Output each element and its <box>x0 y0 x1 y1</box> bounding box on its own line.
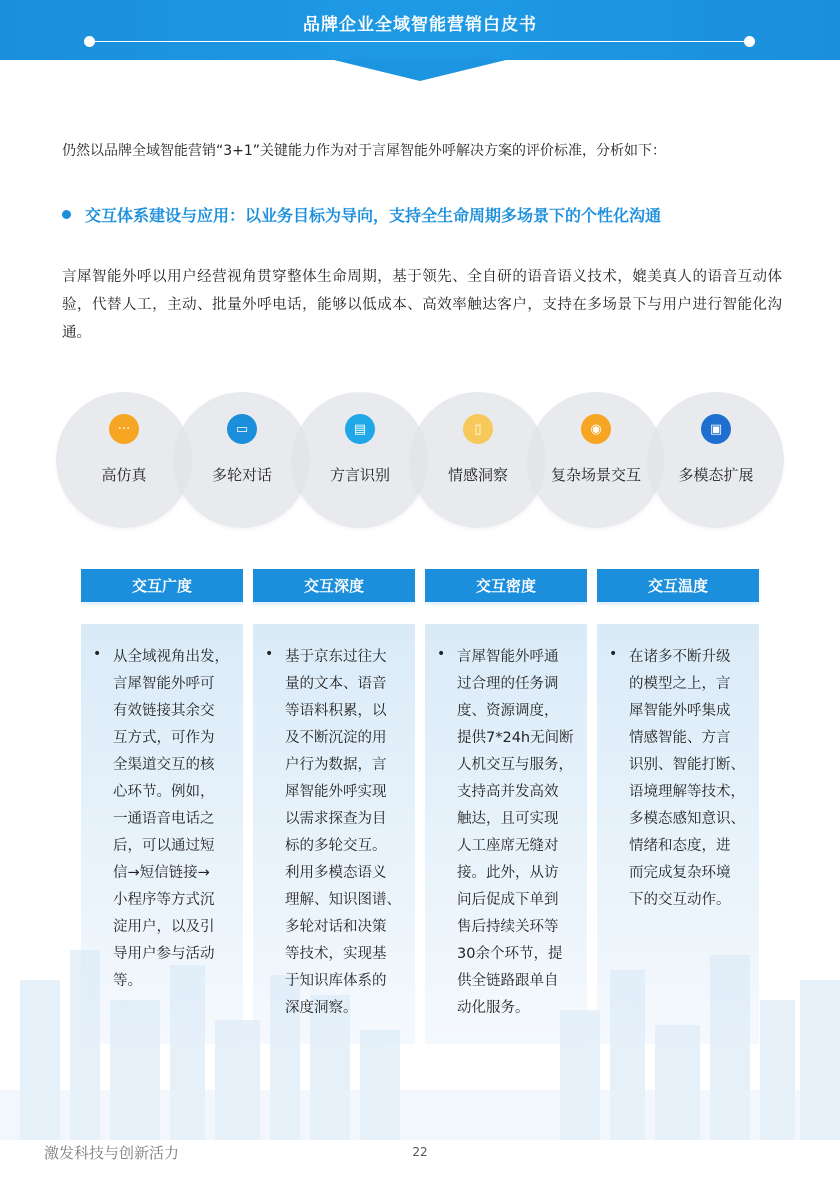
column-line: 度、资源调度， <box>457 703 559 719</box>
bullet-icon: • <box>265 646 274 662</box>
column-line: 户行为数据，言 <box>285 757 387 773</box>
column-line: 从全域视角出发， <box>113 649 229 665</box>
column-line: 以需求探查为目 <box>285 811 387 827</box>
column-line: 等语料积累，以 <box>285 703 387 719</box>
column-line: 互方式，可作为 <box>113 730 215 746</box>
column-line: 语境理解等技术， <box>629 784 745 800</box>
column-line: 而完成复杂环境 <box>629 865 731 881</box>
feature-circle-high-fidelity <box>56 392 192 528</box>
feature-label: 多轮对话 <box>211 466 272 484</box>
column-line: 支持高并发高效 <box>457 784 559 800</box>
column-title-breadth: 交互广度 <box>81 569 243 605</box>
inbox-icon: ▭ <box>227 414 257 444</box>
bullet-icon: • <box>437 646 446 662</box>
column-line: 动化服务。 <box>457 1000 530 1016</box>
column-line: 识别、智能打断、 <box>629 757 745 773</box>
column-text <box>457 644 579 1022</box>
feature-circle-multi-turn <box>174 392 310 528</box>
feature-label: 复杂场景交互 <box>550 466 641 484</box>
column-text <box>113 644 235 995</box>
section-heading <box>62 203 782 226</box>
column-line: 供全链路跟单自 <box>457 973 559 989</box>
column-line: 在诸多不断升级 <box>629 649 731 665</box>
feature-label: 情感洞察 <box>447 466 508 484</box>
column-line: 量的文本、语音 <box>285 676 387 692</box>
column-line: 小程序等方式沉 <box>113 892 215 908</box>
column-line: 等技术，实现基 <box>285 946 387 962</box>
column-line: 全渠道交互的核 <box>113 757 215 773</box>
intro-text: 仍然以品牌全域智能营销“3+1”关键能力作为对于言犀智能外呼解决方案的评价标准，分析如下： <box>62 143 667 159</box>
feature-circles <box>56 392 784 528</box>
bullet-icon: • <box>93 646 102 662</box>
column-line: 利用多模态语义 <box>285 865 387 881</box>
column-line: 犀智能外呼集成 <box>629 703 731 719</box>
feature-label: 多模态扩展 <box>678 466 754 484</box>
column-line: 情绪和态度，进 <box>629 838 731 854</box>
column-line: 淀用户，以及引 <box>113 919 215 935</box>
target-icon: ◉ <box>581 414 611 444</box>
column-line: 30余个环节，提 <box>457 946 563 962</box>
column-line: 多轮对话和决策 <box>285 919 387 935</box>
column-line: 理解、知识图谱、 <box>285 892 401 908</box>
column-text <box>629 644 751 914</box>
feature-circle-dialect <box>292 392 428 528</box>
bullet-icon: • <box>609 646 618 662</box>
column-line: 言犀智能外呼可 <box>113 676 215 692</box>
column-line: 过合理的任务调 <box>457 676 559 692</box>
header-rule <box>92 41 748 42</box>
column-line: 多模态感知意识、 <box>629 811 745 827</box>
column-line: 犀智能外呼实现 <box>285 784 387 800</box>
column-line: 基于京东过往大 <box>285 649 387 665</box>
page-header <box>0 0 840 60</box>
header-rule-dot-left <box>84 36 95 47</box>
column-line: 一通语音电话之 <box>113 811 215 827</box>
column-line: 人机交互与服务， <box>457 757 573 773</box>
column-line: 人工座席无缝对 <box>457 838 559 854</box>
column-line: 有效链接其余交 <box>113 703 215 719</box>
column-line: 触达，且可实现 <box>457 811 559 827</box>
header-title: 品牌企业全域智能营销白皮书 <box>303 15 537 35</box>
column-line: 售后持续关环等 <box>457 919 559 935</box>
column-title-density: 交互密度 <box>425 569 587 605</box>
bullet-dot-icon <box>62 210 71 219</box>
column-line: 下的交互动作。 <box>629 892 731 908</box>
column-title-depth: 交互深度 <box>253 569 415 605</box>
column-line: 问后促成下单到 <box>457 892 559 908</box>
image-icon: ▣ <box>701 414 731 444</box>
column-line: 言犀智能外呼通 <box>457 649 559 665</box>
column-body-density <box>425 624 587 1044</box>
document-icon: ▯ <box>463 414 493 444</box>
column-line: 的模型之上，言 <box>629 676 731 692</box>
column-line: 导用户参与活动 <box>113 946 215 962</box>
column-line: 标的多轮交互。 <box>285 838 387 854</box>
column-line: 深度洞察。 <box>285 1000 358 1016</box>
column-line: 提供7*24h无间断 <box>457 730 574 746</box>
column-line: 信→短信链接→ <box>113 865 210 881</box>
column-body-depth <box>253 624 415 1044</box>
feature-label: 方言识别 <box>329 466 390 484</box>
column-body-warmth <box>597 624 759 1044</box>
column-text <box>285 644 407 1022</box>
column-line: 及不断沉淀的用 <box>285 730 387 746</box>
header-rule-dot-right <box>744 36 755 47</box>
page-number: 22 <box>412 1145 428 1159</box>
feature-circle-multimodal <box>648 392 784 528</box>
feature-label: 高仿真 <box>101 466 147 484</box>
column-body-breadth <box>81 624 243 1044</box>
column-line: 等。 <box>113 973 142 989</box>
column-line: 情感智能、方言 <box>629 730 731 746</box>
chat-icon: ··· <box>109 414 139 444</box>
folder-icon: ▤ <box>345 414 375 444</box>
header-notch <box>330 59 510 81</box>
feature-circle-emotion <box>410 392 546 528</box>
column-line: 心环节。例如， <box>113 784 215 800</box>
column-line: 于知识库体系的 <box>285 973 387 989</box>
column-title-warmth: 交互温度 <box>597 569 759 605</box>
footer-slogan: 激发科技与创新活力 <box>44 1144 180 1162</box>
section-paragraph: 言犀智能外呼以用户经营视角贯穿整体生命周期，基于领先、全自研的语音语义技术，媲美真人的语音互动体验，代替人工，主动、批量外呼电话，能够以低成本、高效率触达客户，支持在多场景下与用户进行智能化沟通。 <box>62 269 782 341</box>
column-line: 后，可以通过短 <box>113 838 215 854</box>
section-heading-text: 交互体系建设与应用：以业务目标为导向，支持全生命周期多场景下的个性化沟通 <box>85 206 662 225</box>
column-line: 接。此外，从访 <box>457 865 559 881</box>
feature-circle-complex-scene <box>528 392 664 528</box>
